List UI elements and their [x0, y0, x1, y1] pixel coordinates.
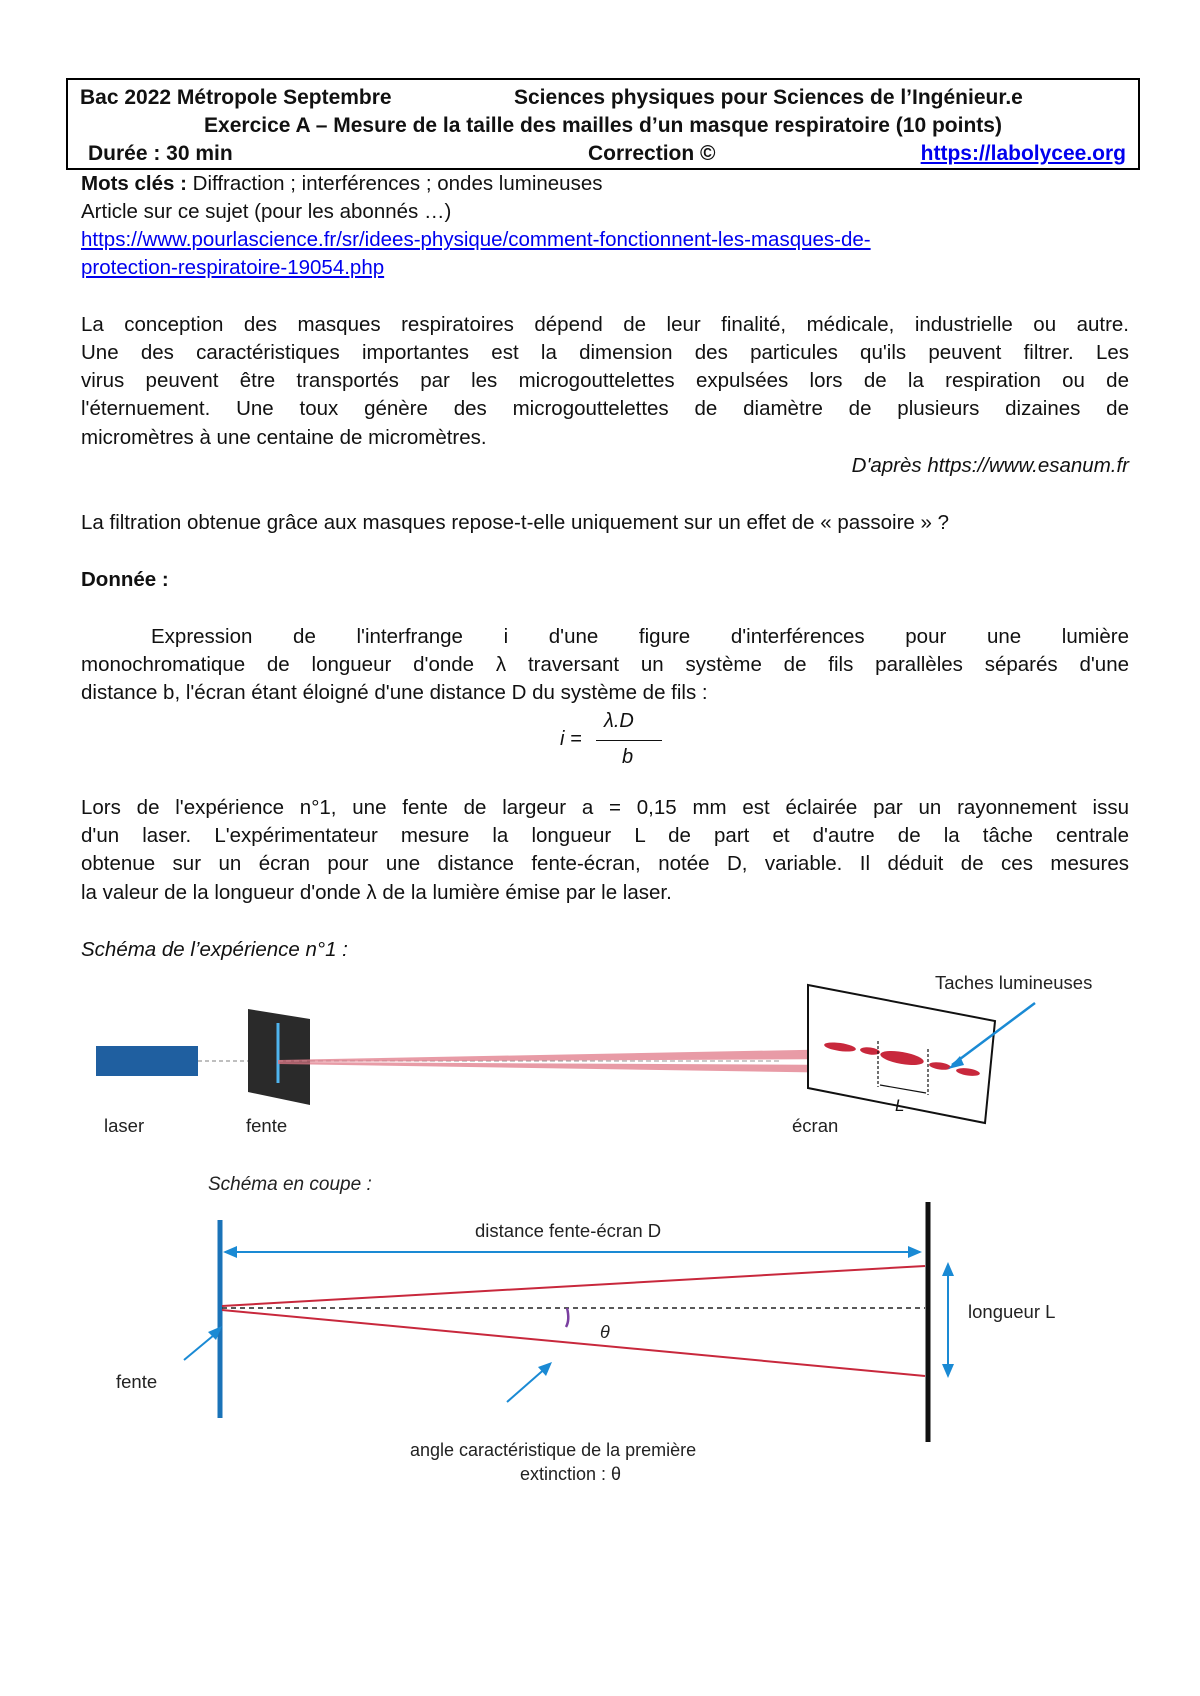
- theta-arc: [566, 1308, 568, 1327]
- laser-label: laser: [104, 1115, 145, 1136]
- labolycee-link[interactable]: https://labolycee.org: [920, 142, 1126, 165]
- subject-title: Sciences physiques pour Sciences de l’Ingénieur.e: [514, 86, 1023, 109]
- ecran-label: écran: [792, 1115, 839, 1136]
- article-link-line-1[interactable]: https://www.pourlascience.fr/sr/idees-physique/comment-fonctionnent-les-masques-de-: [81, 228, 871, 251]
- schema2-title: Schéma en coupe :: [208, 1174, 372, 1195]
- theta-pointer: [507, 1366, 548, 1402]
- intro-source: D'après https://www.esanum.fr: [851, 454, 1129, 477]
- fente-label-coupe: fente: [116, 1371, 158, 1392]
- exercise-title: Exercice A – Mesure de la taille des mailles d’un masque respiratoire (10 points): [204, 114, 1002, 137]
- duration: Durée : 30 min: [88, 142, 233, 165]
- fraction-bar: [596, 740, 662, 741]
- beam-lower: [278, 1062, 852, 1073]
- angle-label-line-1: angle caractéristique de la première: [410, 1440, 697, 1460]
- L-label: L: [895, 1096, 905, 1115]
- schema-en-coupe: [80, 1160, 1140, 1500]
- question: La filtration obtenue grâce aux masques repose-t-elle uniquement sur un effet de « passoire » ?: [81, 511, 949, 534]
- header-row-3: [68, 140, 1138, 168]
- experience-line-2: d'un laser. L'expérimentateur mesure la longueur L de part et d'autre de la tâche centrale: [81, 824, 1129, 847]
- fente-label: fente: [246, 1115, 288, 1136]
- theta-label: θ: [600, 1322, 610, 1342]
- formula-denominator: b: [622, 746, 634, 768]
- experience-line-4: la valeur de la longueur d'onde λ de la lumière émise par le laser.: [81, 881, 672, 904]
- header-box: [66, 78, 1140, 170]
- keywords: [81, 170, 1129, 199]
- longueur-arrow-head-bottom: [942, 1364, 954, 1378]
- experience-line-3: obtenue sur un écran pour une distance fente-écran, notée D, variable. Il déduit de ces mesures: [81, 852, 1129, 875]
- intro-line-1: La conception des masques respiratoires dépend de leur finalité, médicale, industrielle ou autre.: [81, 313, 1129, 336]
- exam-session: Bac 2022 Métropole Septembre: [80, 86, 392, 109]
- header-row-1: [68, 84, 1138, 112]
- experience-line-1: Lors de l'expérience n°1, une fente de largeur a = 0,15 mm est éclairée par un rayonnement issu: [81, 796, 1129, 819]
- intro-line-5: micromètres à une centaine de micromètres.: [81, 426, 487, 449]
- beam-upper: [278, 1049, 855, 1062]
- article-link-line-2[interactable]: protection-respiratoire-19054.php: [81, 256, 385, 279]
- donnee-line-1: Expression de l'interfrange i d'une figure d'interférences pour une lumière: [151, 625, 1129, 648]
- correction-label: Correction ©: [588, 142, 716, 165]
- distance-label: distance fente-écran D: [475, 1220, 662, 1241]
- donnee-title: Donnée :: [81, 568, 169, 591]
- distance-arrow-head-left: [223, 1246, 237, 1258]
- interfrange-formula: [560, 706, 680, 776]
- intro-line-2: Une des caractéristiques importantes est la dimension des particules qu'ils peuvent filtrer. Les: [81, 341, 1129, 364]
- donnee-line-3: distance b, l'écran étant éloigné d'une distance D du système de fils :: [81, 681, 708, 704]
- ray-lower: [222, 1310, 925, 1376]
- intro-line-3: virus peuvent être transportés par les microgouttelettes expulsées lors de la respiration ou de: [81, 369, 1129, 392]
- donnee-line-2: monochromatique de longueur d'onde λ traversant un système de fils parallèles séparés d'une: [81, 653, 1129, 676]
- distance-arrow-head-right: [908, 1246, 922, 1258]
- ray-upper: [222, 1266, 925, 1306]
- keywords-value: Diffraction ; interférences ; ondes lumineuses: [186, 172, 603, 195]
- longueur-arrow-head-top: [942, 1262, 954, 1276]
- angle-label-line-2: extinction : θ: [520, 1464, 622, 1484]
- schema1-title: Schéma de l’expérience n°1 :: [81, 938, 348, 961]
- laser-body: [96, 1046, 198, 1076]
- formula-numerator: λ.D: [604, 710, 634, 732]
- header-row-2: [68, 112, 1138, 140]
- keywords-label: Mots clés :: [81, 172, 187, 195]
- article-intro: Article sur ce sujet (pour les abonnés …): [81, 200, 452, 223]
- taches-label: Taches lumineuses: [935, 972, 1093, 993]
- formula-lhs: i =: [560, 728, 582, 750]
- schema-experience-1: [80, 965, 1140, 1150]
- intro-line-4: l'éternuement. Une toux génère des microgouttelettes de diamètre de plusieurs dizaines de: [81, 397, 1129, 420]
- longueur-label: longueur L: [968, 1301, 1056, 1322]
